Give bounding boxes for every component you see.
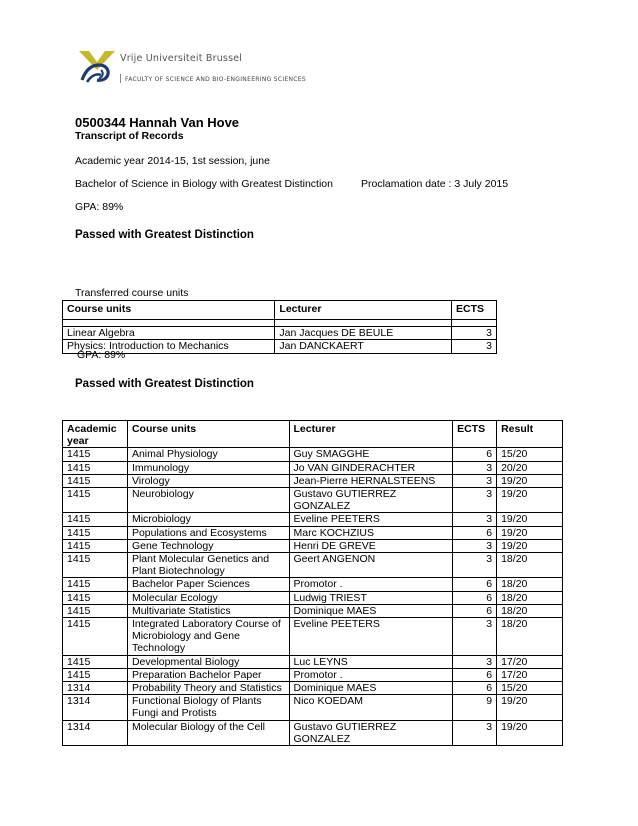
course-cell: Physics: Introduction to Mechanics [63, 340, 275, 353]
result-cell: 19/20 [497, 539, 563, 552]
document-subtitle: Transcript of Records [75, 130, 184, 142]
lecturer-cell: Nico KOEDAM [289, 695, 453, 720]
result-cell: 15/20 [497, 682, 563, 695]
transferred-result-heading: Passed with Greatest Distinction [75, 378, 254, 390]
ects-cell: 6 [453, 682, 497, 695]
year-cell: 1415 [63, 668, 128, 681]
result-cell: 18/20 [497, 604, 563, 617]
ects-cell: 3 [453, 655, 497, 668]
ects-cell: 6 [453, 604, 497, 617]
table-row [63, 655, 563, 668]
table-row [63, 539, 563, 552]
result-cell: 19/20 [497, 513, 563, 526]
lecturer-cell: Promotor . [289, 578, 453, 591]
course-cell: Integrated Laboratory Course of Microbiology and Gene Technology [127, 618, 289, 656]
ects-cell: 3 [453, 461, 497, 474]
ects-cell: 3 [452, 340, 497, 353]
ects-cell: 6 [453, 526, 497, 539]
lecturer-cell: Eveline PEETERS [289, 513, 453, 526]
year-cell: 1415 [63, 578, 128, 591]
column-header: Course units [63, 301, 275, 320]
transferred-label: Transferred course units [75, 287, 189, 299]
result-cell: 19/20 [497, 474, 563, 487]
table-row [63, 720, 563, 745]
result-cell: 20/20 [497, 461, 563, 474]
table-header-row [63, 301, 497, 320]
table-row [63, 618, 563, 656]
ects-cell: 3 [452, 327, 497, 340]
course-cell: Neurobiology [127, 488, 289, 513]
result-cell: 18/20 [497, 578, 563, 591]
courses-table [62, 420, 563, 746]
column-header: Course units [127, 421, 289, 448]
ects-cell: 6 [453, 591, 497, 604]
university-logo [77, 50, 306, 90]
result-cell: 19/20 [497, 526, 563, 539]
result-cell: 18/20 [497, 591, 563, 604]
table-row [63, 591, 563, 604]
ects-cell: 3 [453, 488, 497, 513]
student-heading: 0500344 Hannah Van Hove [75, 115, 240, 130]
table-row [63, 578, 563, 591]
lecturer-cell: Jo VAN GINDERACHTER [289, 461, 453, 474]
course-cell: Preparation Bachelor Paper [127, 668, 289, 681]
year-cell: 1314 [63, 720, 128, 745]
lecturer-cell: Marc KOCHZIUS [289, 526, 453, 539]
year-cell: 1415 [63, 526, 128, 539]
ects-cell: 3 [453, 539, 497, 552]
course-cell: Populations and Ecosystems [127, 526, 289, 539]
ects-cell: 6 [453, 448, 497, 461]
table-row [63, 461, 563, 474]
table-row [63, 668, 563, 681]
transferred-gpa: GPA: 89% [77, 349, 126, 361]
lecturer-cell: Dominique MAES [289, 682, 453, 695]
lecturer-cell: Jan DANCKAERT [275, 340, 452, 353]
year-cell: 1415 [63, 461, 128, 474]
course-cell: Microbiology [127, 513, 289, 526]
ects-cell: 6 [453, 578, 497, 591]
table-row [63, 682, 563, 695]
ects-cell: 3 [453, 720, 497, 745]
ects-cell: 3 [453, 513, 497, 526]
result-cell: 19/20 [497, 695, 563, 720]
result-cell: 19/20 [497, 488, 563, 513]
proclamation-date: Proclamation date : 3 July 2015 [361, 178, 509, 190]
lecturer-cell: Jan Jacques DE BEULE [275, 327, 452, 340]
year-cell: 1415 [63, 513, 128, 526]
column-header: Lecturer [275, 301, 452, 320]
table-row [63, 474, 563, 487]
table-row [63, 526, 563, 539]
gpa-text: GPA: 89% [75, 201, 124, 213]
result-cell: 17/20 [497, 655, 563, 668]
ects-cell: 9 [453, 695, 497, 720]
ects-cell: 3 [453, 618, 497, 656]
course-cell: Animal Physiology [127, 448, 289, 461]
course-cell: Functional Biology of Plants Fungi and Protists [127, 695, 289, 720]
year-cell: 1415 [63, 474, 128, 487]
year-cell: 1415 [63, 488, 128, 513]
year-cell: 1314 [63, 695, 128, 720]
year-cell: 1415 [63, 448, 128, 461]
course-cell: Bachelor Paper Sciences [127, 578, 289, 591]
year-cell: 1415 [63, 539, 128, 552]
course-cell: Molecular Ecology [127, 591, 289, 604]
result-cell: 18/20 [497, 553, 563, 578]
column-header: Academic year [63, 421, 128, 448]
university-name: Vrije Universiteit Brussel [120, 53, 243, 64]
course-cell: Probability Theory and Statistics [127, 682, 289, 695]
table-row [63, 448, 563, 461]
vub-emblem-icon [77, 50, 117, 84]
year-cell: 1314 [63, 682, 128, 695]
column-header: Result [497, 421, 563, 448]
lecturer-cell: Promotor . [289, 668, 453, 681]
course-cell: Linear Algebra [63, 327, 275, 340]
faculty-name [120, 74, 306, 83]
column-header: ECTS [453, 421, 497, 448]
lecturer-cell: Guy SMAGGHE [289, 448, 453, 461]
table-row [63, 513, 563, 526]
table-row [63, 340, 497, 353]
year-cell: 1415 [63, 553, 128, 578]
ects-cell: 3 [453, 474, 497, 487]
lecturer-cell: Luc LEYNS [289, 655, 453, 668]
programme-text: Bachelor of Science in Biology with Greatest Distinction [75, 178, 333, 190]
table-row [63, 327, 497, 340]
lecturer-cell: Henri DE GREVE [289, 539, 453, 552]
result-cell: 19/20 [497, 720, 563, 745]
year-cell: 1415 [63, 591, 128, 604]
faculty-label: FACULTY OF SCIENCE AND BIO-ENGINEERING SCIENCES [125, 76, 306, 83]
result-heading: Passed with Greatest Distinction [75, 229, 254, 241]
course-cell: Plant Molecular Genetics and Plant Biotechnology [127, 553, 289, 578]
column-header: ECTS [452, 301, 497, 320]
transferred-courses-table [62, 300, 497, 354]
course-cell: Developmental Biology [127, 655, 289, 668]
year-cell: 1415 [63, 618, 128, 656]
result-cell: 15/20 [497, 448, 563, 461]
year-cell: 1415 [63, 604, 128, 617]
course-cell: Multivariate Statistics [127, 604, 289, 617]
table-row [63, 604, 563, 617]
course-cell: Virology [127, 474, 289, 487]
academic-year-text: Academic year 2014-15, 1st session, june [75, 155, 270, 167]
column-header: Lecturer [289, 421, 453, 448]
lecturer-cell: Jean-Pierre HERNALSTEENS [289, 474, 453, 487]
lecturer-cell: Ludwig TRIEST [289, 591, 453, 604]
lecturer-cell: Gustavo GUTIERREZ GONZALEZ [289, 488, 453, 513]
lecturer-cell: Dominique MAES [289, 604, 453, 617]
result-cell: 17/20 [497, 668, 563, 681]
table-row [63, 488, 563, 513]
ects-cell: 3 [453, 553, 497, 578]
year-cell: 1415 [63, 655, 128, 668]
lecturer-cell: Eveline PEETERS [289, 618, 453, 656]
table-header-row [63, 421, 563, 448]
lecturer-cell: Gustavo GUTIERREZ GONZALEZ [289, 720, 453, 745]
table-row [63, 553, 563, 578]
result-cell: 18/20 [497, 618, 563, 656]
table-row [63, 695, 563, 720]
course-cell: Immunology [127, 461, 289, 474]
course-cell: Molecular Biology of the Cell [127, 720, 289, 745]
course-cell: Gene Technology [127, 539, 289, 552]
ects-cell: 6 [453, 668, 497, 681]
lecturer-cell: Geert ANGENON [289, 553, 453, 578]
